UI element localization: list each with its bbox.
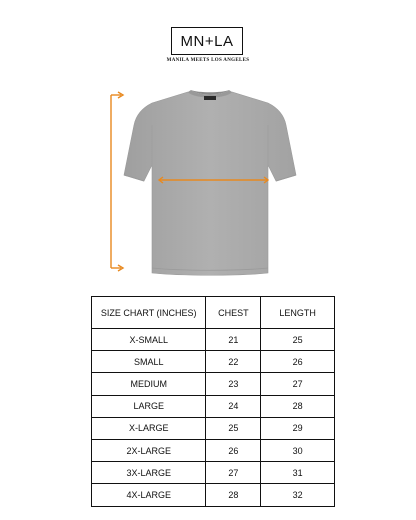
size-cell: SMALL: [92, 351, 206, 373]
size-cell: X-LARGE: [92, 417, 206, 439]
table-row: [92, 439, 335, 461]
brand-logo-text: MN+LA: [180, 32, 234, 50]
size-cell: MEDIUM: [92, 373, 206, 395]
table-header-row: [92, 297, 335, 329]
tshirt-illustration: [100, 85, 320, 280]
header-length: LENGTH: [261, 297, 335, 329]
size-cell: 2X-LARGE: [92, 439, 206, 461]
brand-tagline: MANILA MEETS LOS ANGELES: [166, 58, 250, 63]
chest-cell: 22: [206, 351, 261, 373]
table-row: [92, 351, 335, 373]
length-cell: 32: [261, 484, 335, 506]
chest-cell: 23: [206, 373, 261, 395]
chest-cell: 27: [206, 462, 261, 484]
length-cell: 31: [261, 462, 335, 484]
length-cell: 26: [261, 351, 335, 373]
size-chart-table: [91, 296, 335, 507]
table-row: [92, 373, 335, 395]
length-cell: 27: [261, 373, 335, 395]
chest-cell: 24: [206, 395, 261, 417]
chest-cell: 26: [206, 439, 261, 461]
chest-cell: 21: [206, 329, 261, 351]
table-row: [92, 329, 335, 351]
size-cell: LARGE: [92, 395, 206, 417]
header-chest: CHEST: [206, 297, 261, 329]
size-cell: 4X-LARGE: [92, 484, 206, 506]
length-cell: 30: [261, 439, 335, 461]
brand-logo: [171, 27, 243, 55]
size-cell: 3X-LARGE: [92, 462, 206, 484]
table-row: [92, 462, 335, 484]
chest-cell: 25: [206, 417, 261, 439]
table-row: [92, 417, 335, 439]
chest-cell: 28: [206, 484, 261, 506]
table-row: [92, 395, 335, 417]
tshirt-icon: [100, 85, 320, 280]
size-cell: X-SMALL: [92, 329, 206, 351]
length-cell: 25: [261, 329, 335, 351]
header-size-chart: SIZE CHART (INCHES): [92, 297, 206, 329]
length-cell: 29: [261, 417, 335, 439]
table-row: [92, 484, 335, 506]
length-cell: 28: [261, 395, 335, 417]
